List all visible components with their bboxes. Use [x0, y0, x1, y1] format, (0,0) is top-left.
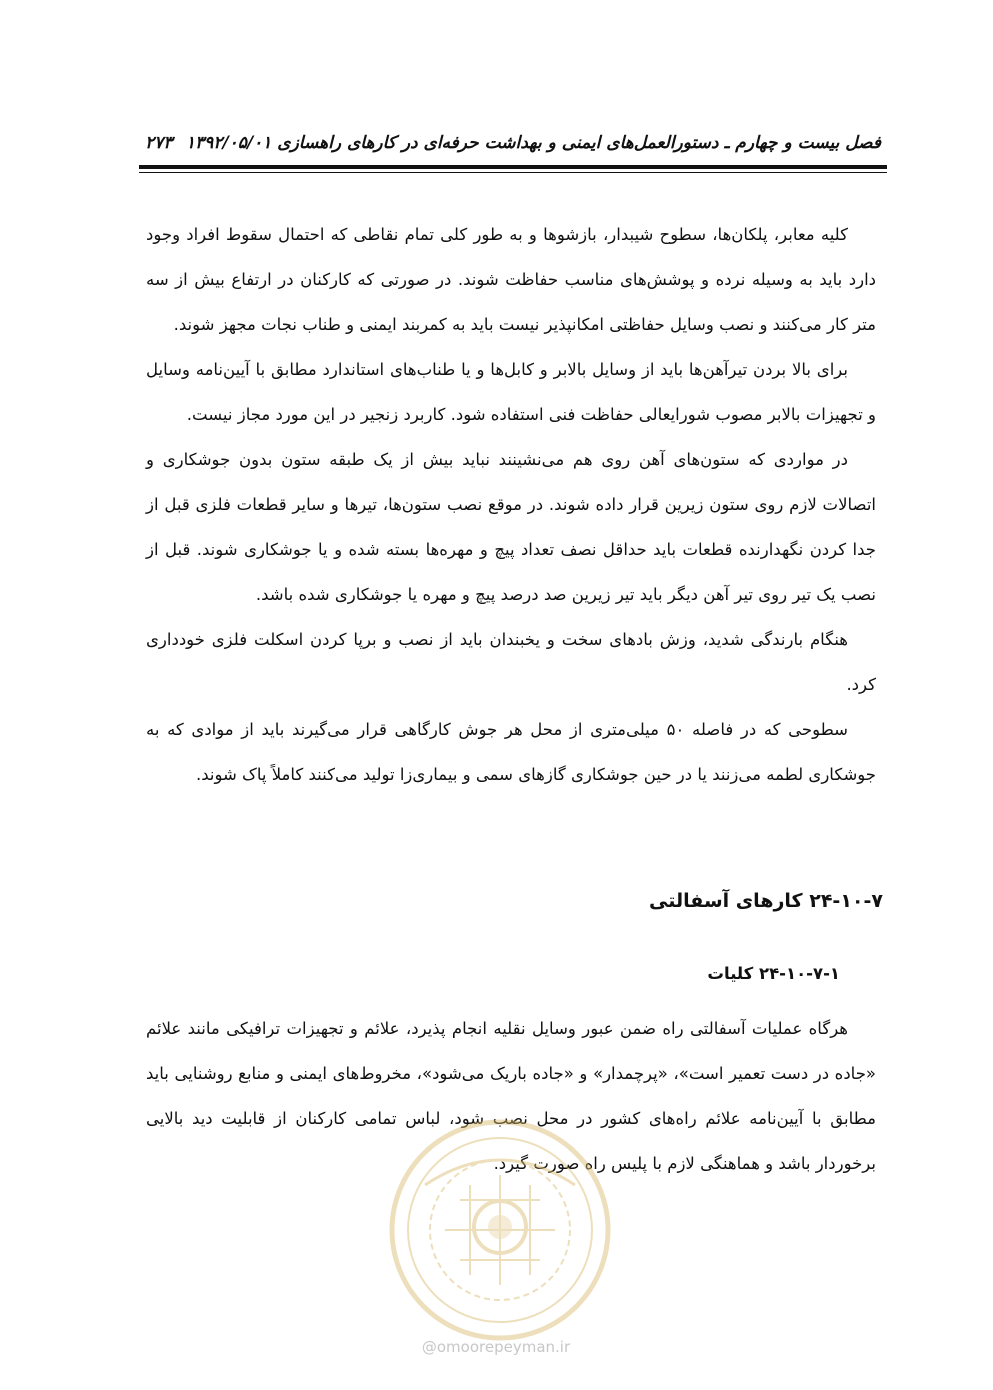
paragraph: هنگام بارندگی شدید، وزش بادهای سخت و یخبندان باید از نصب و برپا کردن اسکلت فلزی خودداری کرد.	[146, 630, 876, 694]
paragraph: هرگاه عملیات آسفالتی راه ضمن عبور وسایل نقلیه انجام پذیرد، علائم و تجهیزات ترافیکی مانند علائم «جاده در دست تعمیر است»، «پرچمدار» و «جاده باریک می‌شود»، مخروط‌های ایمنی و منابع روشنایی باید مطابق با آیین‌نامه علائم راه‌های کشور در محل نصب شود، لباس تمامی کارکنان از قابلیت دید بالایی برخوردار باشد و هماهنگی لازم با پلیس راه صورت گیرد.	[146, 1019, 876, 1173]
paragraph: سطوحی که در فاصله ۵۰ میلی‌متری از محل هر جوش کارگاهی قرار می‌گیرند باید از موادی که به جوشکاری لطمه می‌زنند یا در حین جوشکاری گازهای سمی و بیماری‌زا تولید می‌کنند کاملاً پاک شوند.	[146, 720, 876, 784]
header-title: فصل بیست و چهارم ـ دستورالعمل‌های ایمنی و بهداشت حرفه‌ای در کارهای راهسازی ۱۳۹۲/۰۵/۰۱	[185, 133, 881, 153]
paragraph: در مواردی که ستون‌های آهن روی هم می‌نشینند نباید بیش از یک طبقه ستون بدون جوشکاری و اتصالات لازم روی ستون زیرین قرار داده شوند. در موقع نصب ستون‌ها، تیرها و سایر قطعات فلزی قبل از جدا کردن نگهدارنده قطعات باید حداقل نصف تعداد پیچ و مهره‌ها بسته شده و یا جوشکاری شوند. قبل از نصب یک تیر روی تیر آهن دیگر باید تیر زیرین صد درصد پیچ و مهره یا جوشکاری شده باشد.	[146, 450, 876, 604]
watermark-url: @omoorepeyman.ir	[421, 1338, 571, 1356]
section-heading: ۲۴-۱۰-۷ کارهای آسفالتی	[649, 890, 883, 912]
body-text	[146, 212, 876, 797]
paragraph: برای بالا بردن تیرآهن‌ها باید از وسایل بالابر و کابل‌ها و یا طناب‌های استاندارد مطابق با آیین‌نامه وسایل و تجهیزات بالابر مصوب شورایعالی حفاظت فنی استفاده شود. کاربرد زنجیر در این مورد مجاز نیست.	[146, 360, 876, 424]
header-rule-thin	[139, 172, 887, 173]
running-header	[145, 126, 881, 160]
watermark-seal-icon	[385, 1115, 615, 1345]
header-rule-thick	[139, 165, 887, 169]
paragraph: کلیه معابر، پلکان‌ها، سطوح شیبدار، بازشوها و به طور کلی تمام نقاطی که احتمال سقوط افراد وجود دارد باید به وسیله نرده و پوشش‌های مناسب حفاظت شوند. در صورتی که کارکنان در ارتفاع بیش از سه متر کار می‌کنند و نصب وسایل حفاظتی امکانپذیر نیست باید به کمربند ایمنی و طناب نجات مجهز شوند.	[146, 225, 876, 334]
subsection-heading: ۲۴-۱۰-۷-۱ کلیات	[707, 964, 840, 983]
page-number: ۲۷۳	[145, 133, 173, 153]
